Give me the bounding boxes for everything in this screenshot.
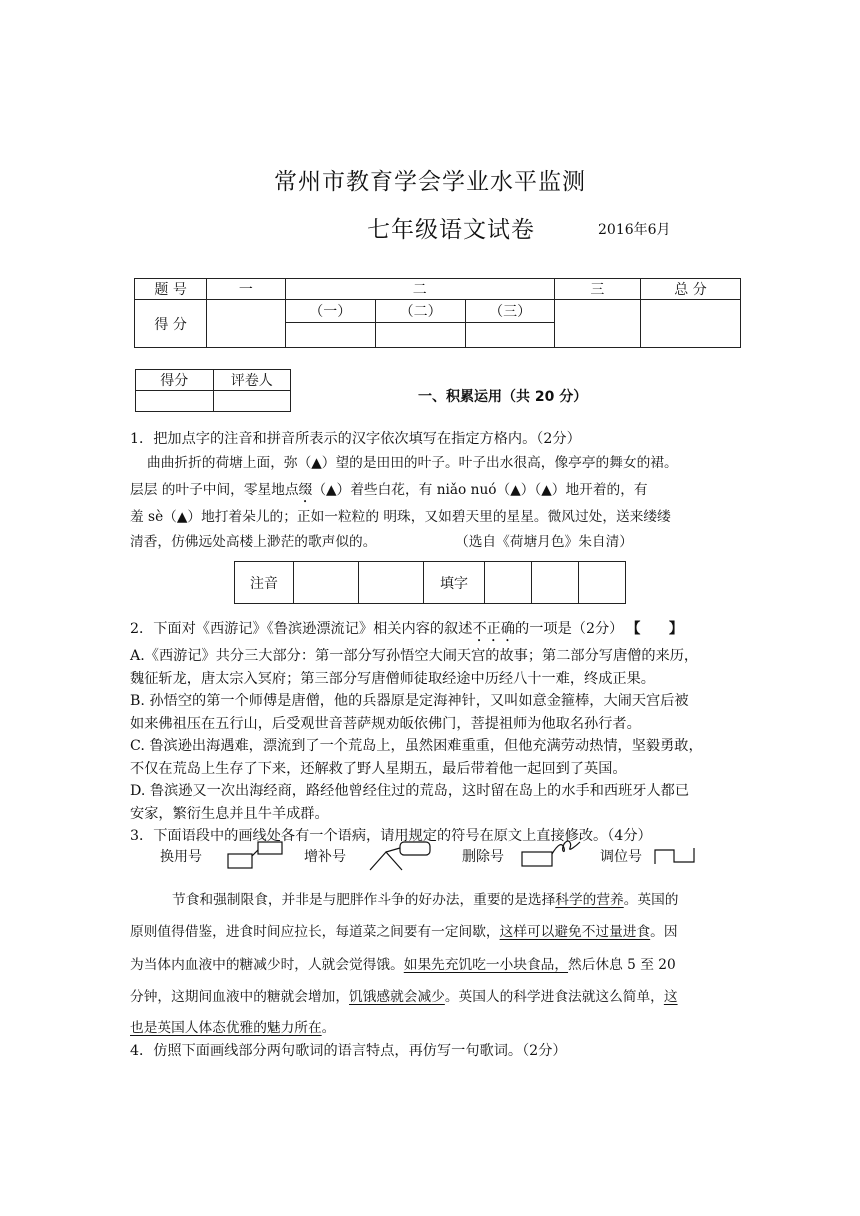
answer-table xyxy=(234,561,626,604)
tianzi-box-3[interactable] xyxy=(579,562,626,604)
tianzi-box-1[interactable] xyxy=(485,562,532,604)
grader-name-label: 评卷人 xyxy=(213,370,291,391)
q2-option-d-line1: D. 鲁滨逊又一次出海经商，路经他曾经住过的荒岛，这时留在岛上的水手和西班牙人都已 xyxy=(130,783,690,799)
q3-paragraph-line4: 分钟，这期间血液中的糖就会增加，饥饿感就会减少。英国人的科学进食法就这么简单，这 xyxy=(130,989,678,1005)
tianzi-label: 填字 xyxy=(424,562,485,604)
q3-paragraph-line5: 也是英国人体态优雅的魅力所在。 xyxy=(130,1020,336,1036)
q2-option-b-line2: 如来佛祖压在五行山，后受观世音菩萨规劝皈依佛门，菩提祖师为他取名孙行者。 xyxy=(130,716,641,732)
q3-stem: 3．下面语段中的画线处各有一个语病，请用规定的符号在原文上直接修改。（4分） xyxy=(130,828,652,844)
transpose-symbol-icon xyxy=(652,844,698,868)
section1-heading: 一、积累运用（共 20 分） xyxy=(418,389,588,405)
q2-option-c-line1: C. 鲁滨逊出海遇难，漂流到了一个荒岛上，虽然困难重重，但他充满劳动热情，坚毅勇敢， xyxy=(130,738,703,754)
q2-option-b-line1: B. 孙悟空的第一个师傅是唐僧，他的兵器原是定海神针，又叫如意金箍棒，大闹天宫后被 xyxy=(130,693,689,709)
q1-stem: 1．把加点字的注音和拼音所表示的汉字依次填写在指定方格内。（2分） xyxy=(130,431,581,447)
q1-passage-line4: 清香，仿佛远处高楼上渺茫的歌声似的。 xyxy=(130,534,377,550)
q2-option-d-line2: 安家，繁衍生息并且牛羊成群。 xyxy=(130,806,329,822)
delete-symbol-icon xyxy=(520,838,586,872)
q3-paragraph-line1: 节食和强制限食，并非是与肥胖作斗争的好办法，重要的是选择科学的营养。英国的 xyxy=(172,892,679,908)
score-header-part3: 三 xyxy=(554,279,640,300)
score-header-part1: 一 xyxy=(207,279,285,300)
score-sub2: （二） xyxy=(375,300,465,323)
insert-symbol-icon xyxy=(366,840,436,874)
exam-date: 2016年6月 xyxy=(598,222,671,238)
score-sub1: （一） xyxy=(285,300,375,323)
q1-passage-line2: 层层 的叶子中间，零星地点缀（▲）着些白花，有 niǎo nuó（▲）（▲）地开着的，有 xyxy=(130,482,648,498)
insert-symbol-label: 增补号 xyxy=(304,849,346,865)
replace-symbol-label: 换用号 xyxy=(160,849,202,865)
zhuyin-box-1[interactable] xyxy=(294,562,359,604)
zhuyin-box-2[interactable] xyxy=(359,562,424,604)
q3-paragraph-line2: 原则值得借鉴，进食时间应拉长，每道菜之间要有一定间歇，这样可以避免不过量进食。因 xyxy=(130,924,678,940)
score-sub1-cell xyxy=(285,323,375,348)
tianzi-box-2[interactable] xyxy=(532,562,579,604)
score-cell-part1 xyxy=(207,300,285,348)
q2-option-a-line2: 魏征斩龙，唐太宗入冥府；第三部分写唐僧师徒取经途中历经八十一难，终成正果。 xyxy=(130,671,655,687)
q1-passage-line3: 羞 sè（▲）地打着朵儿的；正如一粒粒的 明珠，又如碧天里的星星。微风过处，送来缕缕 xyxy=(130,509,671,525)
grader-score-label: 得分 xyxy=(136,370,214,391)
score-header-label: 题 号 xyxy=(135,279,207,300)
score-cell-part3 xyxy=(554,300,640,348)
q2-option-a-line1: A.《西游记》共分三大部分：第一部分写孙悟空大闹天宫的故事；第二部分写唐僧的来历， xyxy=(130,648,699,664)
exam-subtitle: 七年级语文试卷 xyxy=(367,217,535,243)
transpose-symbol-label: 调位号 xyxy=(600,849,642,865)
exam-title: 常州市教育学会学业水平监测 xyxy=(274,169,586,195)
score-row-label: 得 分 xyxy=(135,300,207,348)
score-header-part2: 二 xyxy=(285,279,554,300)
grader-name-cell xyxy=(213,391,291,412)
delete-symbol-label: 删除号 xyxy=(462,849,504,865)
q2-option-c-line2: 不仅在荒岛上生存了下来，还解救了野人星期五，最后带着他一起回到了英国。 xyxy=(130,761,627,777)
score-table xyxy=(134,278,741,348)
zhuyin-label: 注音 xyxy=(235,562,294,604)
q1-passage-line1: 曲曲折折的荷塘上面，弥（▲）望的是田田的叶子。叶子出水很高，像亭亭的舞女的裙。 xyxy=(147,455,678,471)
score-header-total: 总 分 xyxy=(640,279,740,300)
q2-stem: 2．下面对《西游记》《鲁滨逊漂流记》相关内容的叙述不正确的一项是（2分） 【 】 xyxy=(130,621,684,637)
grader-score-cell xyxy=(136,391,214,412)
q3-paragraph-line3: 为当体内血液中的糖减少时，人就会觉得饿。如果先充饥吃一小块食品，然后休息 5 至 20 xyxy=(130,957,676,973)
q2-answer-bracket: 【 】 xyxy=(633,621,684,637)
score-sub2-cell xyxy=(375,323,465,348)
q1-source: （选自《荷塘月色》朱自清） xyxy=(455,534,633,550)
score-cell-total xyxy=(640,300,740,348)
q4-stem: 4．仿照下面画线部分两句歌词的语言特点，再仿写一句歌词。（2分） xyxy=(130,1043,567,1059)
replace-symbol-icon xyxy=(226,840,286,872)
score-sub3: （三） xyxy=(466,300,554,323)
grader-table xyxy=(135,369,291,412)
score-sub3-cell xyxy=(466,323,554,348)
